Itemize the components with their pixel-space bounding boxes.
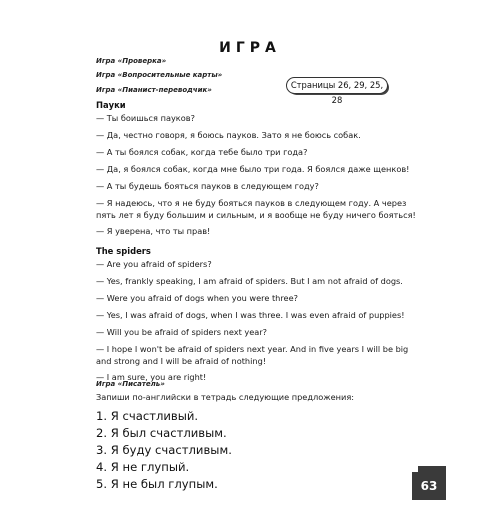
russian-line: — Да, я боялся собак, когда мне было три года. Я боялся даже щенков!: [96, 164, 410, 174]
russian-line: — Да, честно говоря, я боюсь пауков. Зато я не боюсь собак.: [96, 130, 361, 140]
game-pianist-label: Игра «Пианист-переводчик»: [96, 86, 212, 94]
game-writer-label: Игра «Писатель»: [96, 380, 165, 388]
russian-story-heading: Пауки: [96, 100, 126, 110]
english-story-heading: The spiders: [96, 246, 151, 256]
russian-line: — Ты боишься пауков?: [96, 113, 195, 123]
russian-line: — Я уверена, что ты прав!: [96, 226, 211, 236]
english-line: — I hope I won't be afraid of spiders next year. And in five years I will be big and strong and I will be afraid of nothing!: [96, 344, 409, 366]
english-line: — Will you be afraid of spiders next year?: [96, 327, 268, 337]
page-number: 63: [412, 466, 446, 500]
english-line: — Are you afraid of spiders?: [96, 259, 212, 269]
exercise-sentence: 3. Я буду счастливым.: [96, 443, 232, 457]
exercise-sentence: 4. Я не глупый.: [96, 460, 190, 474]
exercise-instruction: Запиши по-английски в тетрадь следующие предложения:: [96, 392, 355, 402]
english-line: — Yes, I was afraid of dogs, when I was three. I was even afraid of puppies!: [96, 310, 405, 320]
english-line: — I am sure, you are right!: [96, 372, 207, 382]
english-line: — Were you afraid of dogs when you were three?: [96, 293, 298, 303]
russian-line: — А ты боялся собак, когда тебе было три года?: [96, 147, 308, 157]
russian-line: — А ты будешь бояться пауков в следующем году?: [96, 181, 319, 191]
page-number-notch: [412, 466, 418, 472]
exercise-sentence: 2. Я был счастливым.: [96, 426, 227, 440]
english-line: — Yes, frankly speaking, I am afraid of spiders. But I am not afraid of dogs.: [96, 276, 403, 286]
exercise-sentence: 1. Я счастливый.: [96, 409, 199, 423]
pages-reference-box: Страницы 26, 29, 25, 28: [286, 77, 388, 94]
exercise-sentence: 5. Я не был глупым.: [96, 477, 218, 491]
game-question-cards-label: Игра «Вопросительные карты»: [96, 71, 223, 79]
game-check-label: Игра «Проверка»: [96, 57, 167, 65]
page-title: ИГРА: [219, 40, 281, 56]
russian-line: — Я надеюсь, что я не буду бояться пауков в следующем году. А через пять лет я буду большим и сильным, и я вообще не буду ничего бояться!: [96, 198, 416, 220]
